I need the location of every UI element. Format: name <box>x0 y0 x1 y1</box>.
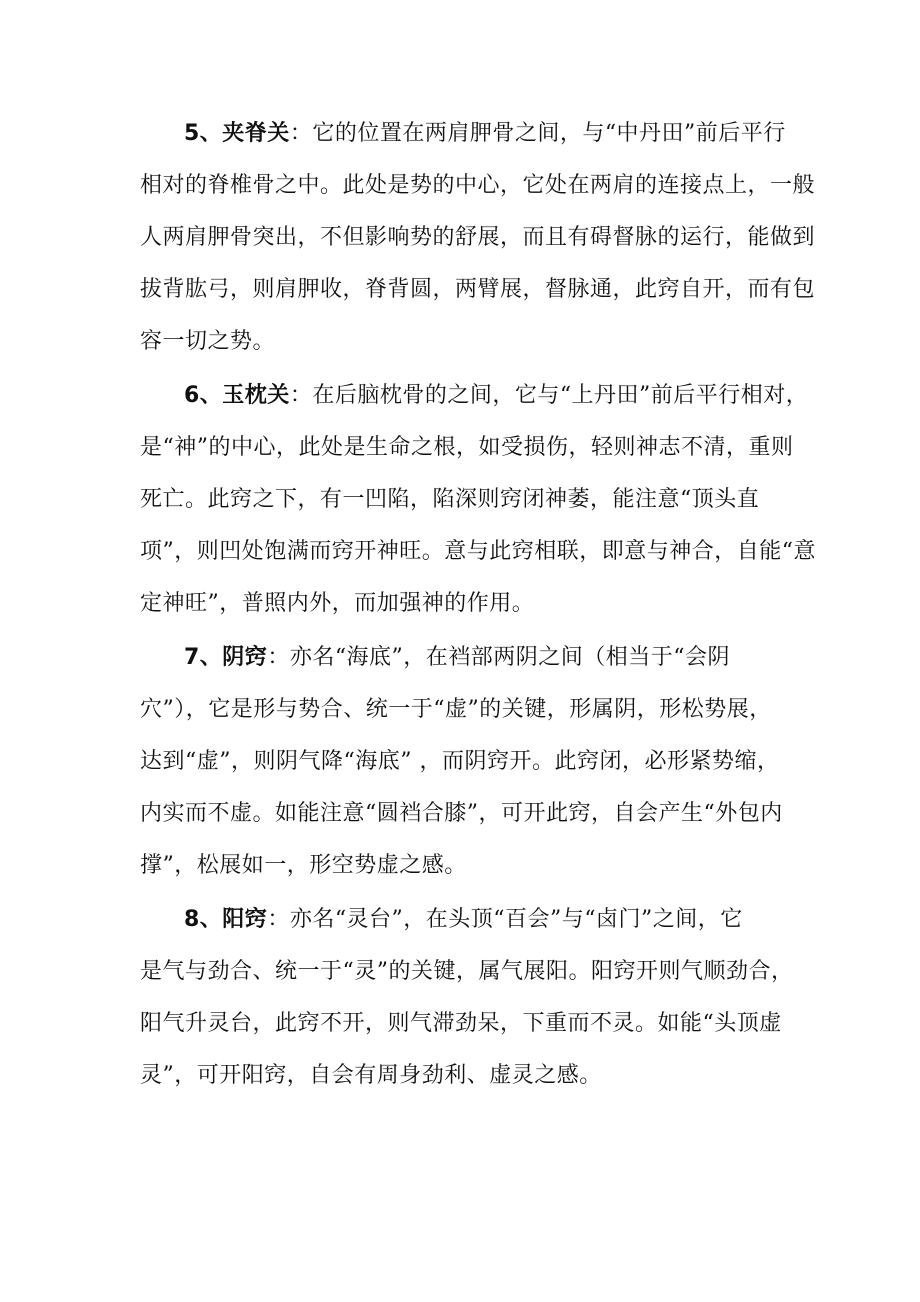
section-term: 8、阳窍 <box>184 907 268 932</box>
section-term: 6、玉枕关 <box>184 383 290 408</box>
section-term: 7、阴窍 <box>184 645 268 670</box>
section-term: 5、夹脊关 <box>184 121 290 146</box>
paragraph-line: 项”，则凹处饱满而窍开神旺。意与此窍相联，即意与神合，自能“意 <box>140 539 816 564</box>
paragraph-line <box>140 370 809 422</box>
paragraph-line: 穴”），它是形与势合、统一于“虚”的关键，形属阴，形松势展， <box>140 697 772 722</box>
paragraph-line: 阳气升灵台，此窍不开，则气滞劲呆，下重而不灵。如能“头顶虚 <box>140 1011 782 1036</box>
paragraph-line <box>140 894 800 946</box>
paragraph-line: 人两肩胛骨突出，不但影响势的舒展，而且有碍督脉的运行，能做到 <box>140 225 816 250</box>
paragraph-yin-qiao <box>140 632 800 892</box>
paragraph-text: ：在后脑枕骨的之间，它与“上丹田”前后平行相对， <box>289 383 809 408</box>
paragraph-line: 内实而不虚。如能注意“圆裆合膝”，可开此窍，自会产生“外包内 <box>140 801 783 826</box>
paragraph-line: 相对的脊椎骨之中。此处是势的中心，它处在两肩的连接点上，一般 <box>140 173 816 198</box>
paragraph-yang-qiao <box>140 894 800 1102</box>
paragraph-line: 拔背肱弓，则肩胛收，脊背圆，两臂展，督脉通，此窍自开，而有包 <box>140 277 816 302</box>
paragraph-yuzhen-guan <box>140 370 816 630</box>
paragraph-line: 死亡。此窍之下，有一凹陷，陷深则窍闭神萎，能注意“顶头直 <box>140 487 760 512</box>
paragraph-line <box>140 632 800 684</box>
paragraph-text: ：亦名“海底”，在裆部两阴之间（相当于“会阴 <box>267 645 731 670</box>
paragraph-jiaji-guan <box>140 108 816 368</box>
paragraph-line: 是气与劲合、统一于“灵”的关键，属气展阳。阳窍开则气顺劲合， <box>140 959 794 984</box>
paragraph-line: 达到“虚”，则阴气降“海底” ，而阴窍开。此窍闭，必形紧势缩， <box>140 749 780 774</box>
paragraph-text: ：亦名“灵台”，在头顶“百会”与“卤门”之间，它 <box>267 907 743 932</box>
paragraph-line: 容一切之势。 <box>140 329 276 354</box>
paragraph-line: 定神旺”，普照内外，而加强神的作用。 <box>140 591 535 616</box>
paragraph-text: ：它的位置在两肩胛骨之间，与“中丹田”前后平行 <box>289 121 786 146</box>
paragraph-line: 撑”，松展如一，形空势虚之感。 <box>140 853 467 878</box>
paragraph-line: 是“神”的中心，此处是生命之根，如受损伤，轻则神志不清，重则 <box>140 435 794 460</box>
paragraph-line: 灵”，可开阳窍，自会有周身劲利、虚灵之感。 <box>140 1063 602 1088</box>
paragraph-line <box>140 108 800 160</box>
